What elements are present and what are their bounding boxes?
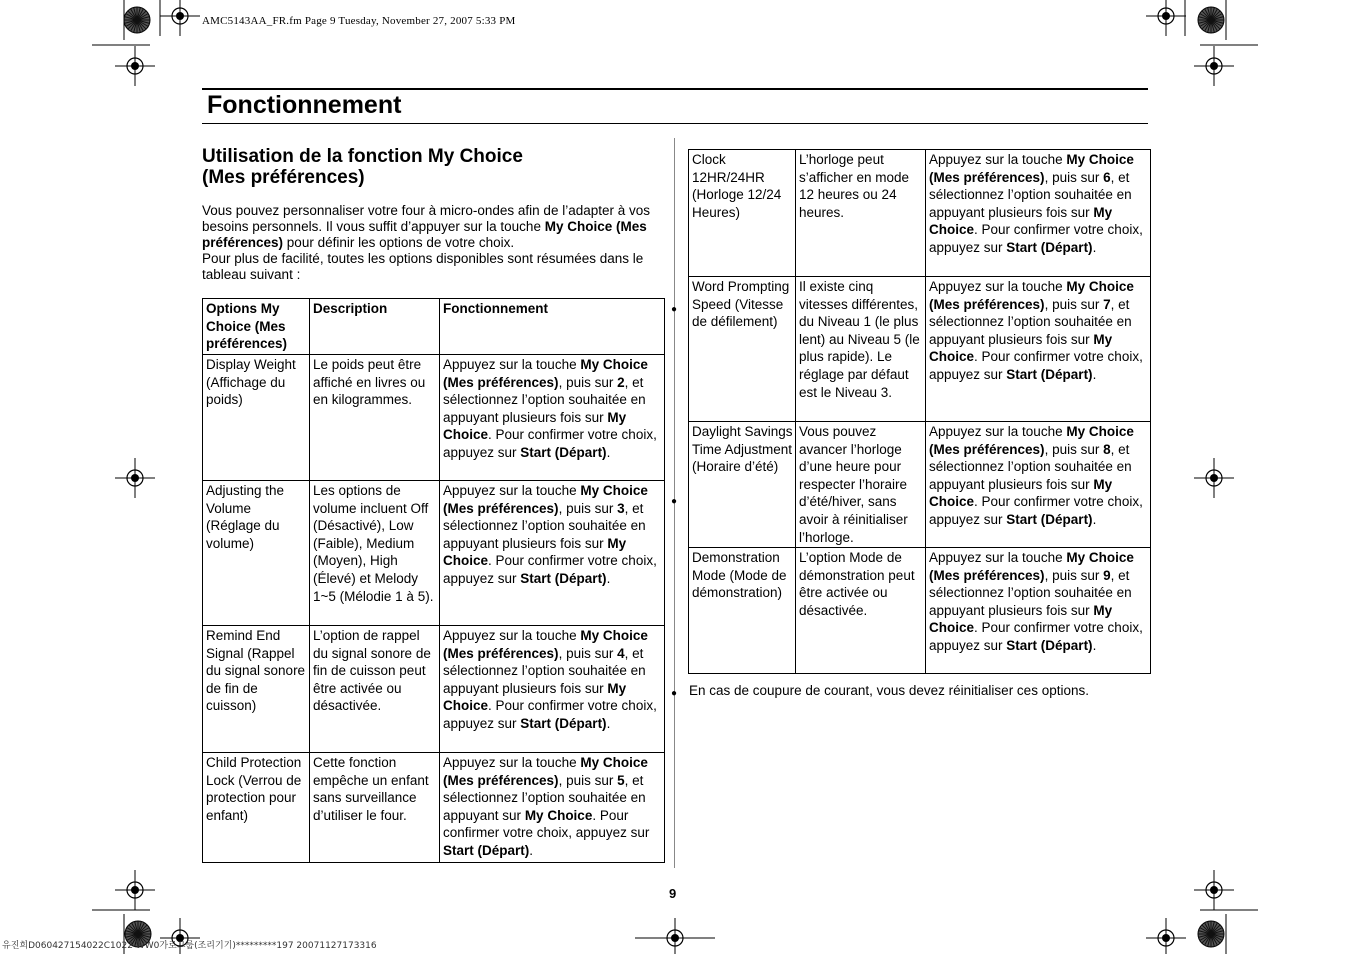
operation-cell bbox=[440, 626, 665, 753]
page-title: Fonctionnement bbox=[207, 91, 402, 119]
header-description: Description bbox=[310, 299, 440, 355]
bold-text: My Choice (Mes préférences) bbox=[929, 152, 1134, 185]
text-run: . bbox=[606, 444, 611, 460]
options-table-right bbox=[688, 149, 1151, 674]
bold-text: 3 bbox=[617, 500, 625, 516]
margin-bullet: ● bbox=[671, 496, 678, 507]
intro-paragraph bbox=[202, 203, 662, 283]
text-run: Appuyez sur la touche bbox=[443, 357, 581, 372]
table-row bbox=[203, 753, 665, 863]
text-run: , et sélectionnez l’option souhaitée en appuyant plusieurs fois sur bbox=[443, 645, 646, 696]
text-run: , puis sur bbox=[558, 500, 618, 516]
table-row bbox=[689, 422, 1151, 548]
bold-text: 2 bbox=[617, 374, 625, 390]
text-run: . bbox=[1092, 239, 1097, 255]
text-run: , puis sur bbox=[558, 772, 618, 788]
bold-text: Start (Départ) bbox=[520, 444, 607, 460]
bold-text: My Choice (Mes préférences) bbox=[443, 628, 648, 661]
text-run: Appuyez sur la touche bbox=[929, 279, 1067, 294]
bold-text: My Choice bbox=[929, 602, 1113, 636]
text-run: , puis sur bbox=[1044, 441, 1104, 457]
bold-text: My Choice (Mes préférences) bbox=[443, 483, 648, 516]
text-run: Appuyez sur la touche bbox=[443, 755, 581, 770]
text-run: , et sélectionnez l’option souhaitée en appuyant plusieurs fois sur bbox=[929, 567, 1132, 618]
section-title bbox=[202, 146, 662, 188]
text-run: , et sélectionnez l’option souhaitée en appuyant plusieurs fois sur bbox=[443, 374, 646, 425]
text-run: . bbox=[606, 570, 611, 586]
option-cell: Demonstration Mode (Mode de démonstration) bbox=[689, 548, 796, 674]
text-run: . Pour confirmer votre choix, appuyez sur bbox=[929, 349, 1143, 382]
table-row bbox=[689, 150, 1151, 277]
bold-text: 6 bbox=[1103, 169, 1111, 185]
text-run: . bbox=[606, 715, 611, 731]
operation-cell bbox=[926, 150, 1151, 277]
text-run: Vous pouvez personnaliser votre four à micro-ondes afin de l’adapter à vos besoins personnels. Il vous suffit d’appuyer sur la touche bbox=[202, 203, 651, 234]
bold-text: My Choice bbox=[443, 680, 627, 714]
text-run: . Pour confirmer votre choix, appuyez sur bbox=[443, 427, 657, 460]
table-row bbox=[689, 548, 1151, 674]
options-table-left bbox=[202, 298, 665, 863]
description-cell: L’option de rappel du signal sonore de fin de cuisson peut être activée ou désactivée. bbox=[310, 626, 440, 753]
text-run: Appuyez sur la touche bbox=[443, 628, 581, 643]
operation-cell bbox=[926, 277, 1151, 422]
bold-text: Start (Départ) bbox=[443, 842, 530, 858]
text-run: . bbox=[1092, 366, 1097, 382]
bold-text: My Choice (Mes préférences) bbox=[202, 219, 647, 250]
description-cell: L’option Mode de démonstration peut être activée ou désactivée. bbox=[796, 548, 926, 674]
description-cell: Cette fonction empêche un enfant sans surveillance d’utiliser le four. bbox=[310, 753, 440, 863]
description-cell: Le poids peut être affiché en livres ou en kilogrammes. bbox=[310, 355, 440, 481]
text-run: Appuyez sur la touche bbox=[443, 483, 581, 498]
bold-text: My Choice (Mes préférences) bbox=[929, 279, 1134, 312]
bold-text: My Choice bbox=[929, 204, 1113, 238]
operation-cell bbox=[440, 355, 665, 481]
text-run: , et sélectionnez l’option souhaitée en appuyant sur bbox=[443, 772, 646, 823]
option-cell: Clock 12HR/24HR (Horloge 12/24 Heures) bbox=[689, 150, 796, 277]
text-run: Appuyez sur la touche bbox=[929, 424, 1067, 439]
bold-text: Start (Départ) bbox=[1006, 239, 1093, 255]
file-header: AMC5143AA_FR.fm Page 9 Tuesday, November 27, 2007 5:33 PM bbox=[202, 15, 516, 27]
bold-text: 5 bbox=[617, 772, 625, 788]
bold-text: My Choice (Mes préférences) bbox=[443, 357, 648, 390]
text-run: , puis sur bbox=[1044, 296, 1104, 312]
bold-text: 8 bbox=[1103, 441, 1111, 457]
section-title-line1: Utilisation de la fonction My Choice bbox=[202, 146, 523, 167]
bold-text: Start (Départ) bbox=[1006, 511, 1093, 527]
bold-text: 9 bbox=[1103, 567, 1111, 583]
bold-text: My Choice bbox=[443, 535, 627, 569]
table-row bbox=[203, 481, 665, 626]
description-cell: Vous pouvez avancer l’horloge d’une heure pour respecter l’horaire d’été/hiver, sans avoir à réinitialiser l’horloge. bbox=[796, 422, 926, 548]
bold-text: 7 bbox=[1103, 296, 1111, 312]
text-run: . Pour confirmer votre choix, appuyez sur bbox=[443, 553, 657, 586]
table-row bbox=[203, 355, 665, 481]
operation-cell bbox=[440, 753, 665, 863]
description-cell: L’horloge peut s’afficher en mode 12 heures ou 24 heures. bbox=[796, 150, 926, 277]
text-run: Pour plus de facilité, toutes les options disponibles sont résumées dans le tableau suivant : bbox=[202, 251, 644, 282]
text-run: . Pour confirmer votre choix, appuyez sur bbox=[929, 494, 1143, 527]
header-operation: Fonctionnement bbox=[440, 299, 665, 355]
title-rule-bottom bbox=[202, 123, 1148, 124]
text-run: pour définir les options de votre choix. bbox=[283, 235, 515, 250]
bold-text: My Choice (Mes préférences) bbox=[443, 755, 648, 788]
bold-text: My Choice bbox=[443, 409, 627, 443]
bold-text: My Choice bbox=[929, 476, 1113, 510]
description-cell: Les options de volume incluent Off (Désactivé), Low (Faible), Medium (Moyen), High (Élevé) et Melody 1~5 (Mélodie 1 à 5). bbox=[310, 481, 440, 626]
margin-bullet: ● bbox=[671, 688, 678, 699]
option-cell: Display Weight (Affichage du poids) bbox=[203, 355, 310, 481]
section-title-line2: (Mes préférences) bbox=[202, 167, 365, 188]
text-run: . bbox=[1092, 637, 1097, 653]
text-run: Appuyez sur la touche bbox=[929, 550, 1067, 565]
text-run: , et sélectionnez l’option souhaitée en appuyant plusieurs fois sur bbox=[929, 441, 1132, 492]
text-run: , puis sur bbox=[1044, 567, 1104, 583]
text-run: . bbox=[1092, 511, 1097, 527]
text-run: , puis sur bbox=[558, 645, 618, 661]
text-run: , et sélectionnez l’option souhaitée en appuyant plusieurs fois sur bbox=[929, 169, 1132, 220]
text-run: . Pour confirmer votre choix, appuyez sur bbox=[443, 807, 650, 841]
option-cell: Daylight Savings Time Adjustment (Horaire d’été) bbox=[689, 422, 796, 548]
bold-text: My Choice (Mes préférences) bbox=[929, 424, 1134, 457]
bold-text: Start (Départ) bbox=[520, 715, 607, 731]
text-run: . Pour confirmer votre choix, appuyez sur bbox=[443, 698, 657, 731]
header-options: Options My Choice (Mes préférences) bbox=[203, 299, 310, 355]
bold-text: My Choice (Mes préférences) bbox=[929, 550, 1134, 583]
text-run: , puis sur bbox=[1044, 169, 1104, 185]
bold-text: Start (Départ) bbox=[520, 570, 607, 586]
table-row bbox=[689, 277, 1151, 422]
operation-cell bbox=[440, 481, 665, 626]
bold-text: Start (Départ) bbox=[1006, 366, 1093, 382]
option-cell: Adjusting the Volume (Réglage du volume) bbox=[203, 481, 310, 626]
margin-bullet: ● bbox=[671, 304, 678, 315]
operation-cell bbox=[926, 548, 1151, 674]
bold-text: Start (Départ) bbox=[1006, 637, 1093, 653]
text-run: , et sélectionnez l’option souhaitée en appuyant plusieurs fois sur bbox=[443, 500, 646, 551]
option-cell: Child Protection Lock (Verrou de protection pour enfant) bbox=[203, 753, 310, 863]
option-cell: Word Prompting Speed (Vitesse de défilement) bbox=[689, 277, 796, 422]
page-number: 9 bbox=[669, 886, 677, 901]
text-run: . Pour confirmer votre choix, appuyez sur bbox=[929, 620, 1143, 653]
operation-cell bbox=[926, 422, 1151, 548]
description-cell: Il existe cinq vitesses différentes, du Niveau 1 (le plus lent) au Niveau 5 (le plus rapide). Le réglage par défaut est le Niveau 3. bbox=[796, 277, 926, 422]
text-run: . bbox=[529, 842, 534, 858]
bold-text: My Choice bbox=[524, 807, 593, 823]
bold-text: My Choice bbox=[929, 331, 1113, 365]
text-run: Appuyez sur la touche bbox=[929, 152, 1067, 167]
bold-text: 4 bbox=[617, 645, 625, 661]
text-run: , et sélectionnez l’option souhaitée en appuyant plusieurs fois sur bbox=[929, 296, 1132, 347]
text-run: . Pour confirmer votre choix, appuyez sur bbox=[929, 222, 1143, 255]
text-run: , puis sur bbox=[558, 374, 618, 390]
table-row bbox=[203, 626, 665, 753]
option-cell: Remind End Signal (Rappel du signal sonore de fin de cuisson) bbox=[203, 626, 310, 753]
power-failure-note: En cas de coupure de courant, vous devez réinitialiser ces options. bbox=[689, 683, 1089, 698]
print-footer: 유진희D060427154022C1022-WW0가로그룹(조리기기)*********197 20071127173316 bbox=[2, 941, 377, 951]
